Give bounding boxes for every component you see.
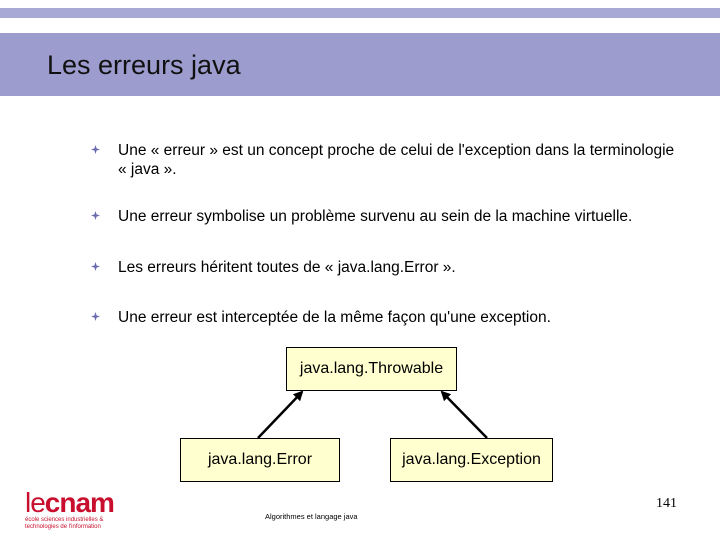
cnam-logo (25, 488, 125, 534)
page-number: 141 (656, 496, 677, 511)
arrow-exception-to-throwable (442, 392, 487, 438)
bullet-text: Une erreur est interceptée de la même façon qu'une exception. (118, 309, 551, 326)
logo-wordmark: lecnam (25, 487, 114, 518)
bullet-text: Les erreurs héritent toutes de « java.lang.Error ». (118, 259, 456, 276)
bullet-text: Une « erreur » est un concept proche de celui de l'exception dans la terminologie « java ». (118, 142, 675, 178)
footer-course: Algorithmes et langage java (265, 512, 358, 521)
bullet-text: Une erreur symbolise un problème survenu au sein de la machine virtuelle. (118, 208, 633, 225)
class-box-exception: java.lang.Exception (390, 438, 553, 482)
slide-title: Les erreurs java (47, 50, 241, 80)
arrow-error-to-throwable (258, 392, 302, 438)
class-box-error: java.lang.Error (180, 438, 340, 482)
class-box-throwable: java.lang.Throwable (286, 347, 457, 391)
logo-tagline: école sciences industrielles & technologies de l'information (25, 517, 104, 530)
